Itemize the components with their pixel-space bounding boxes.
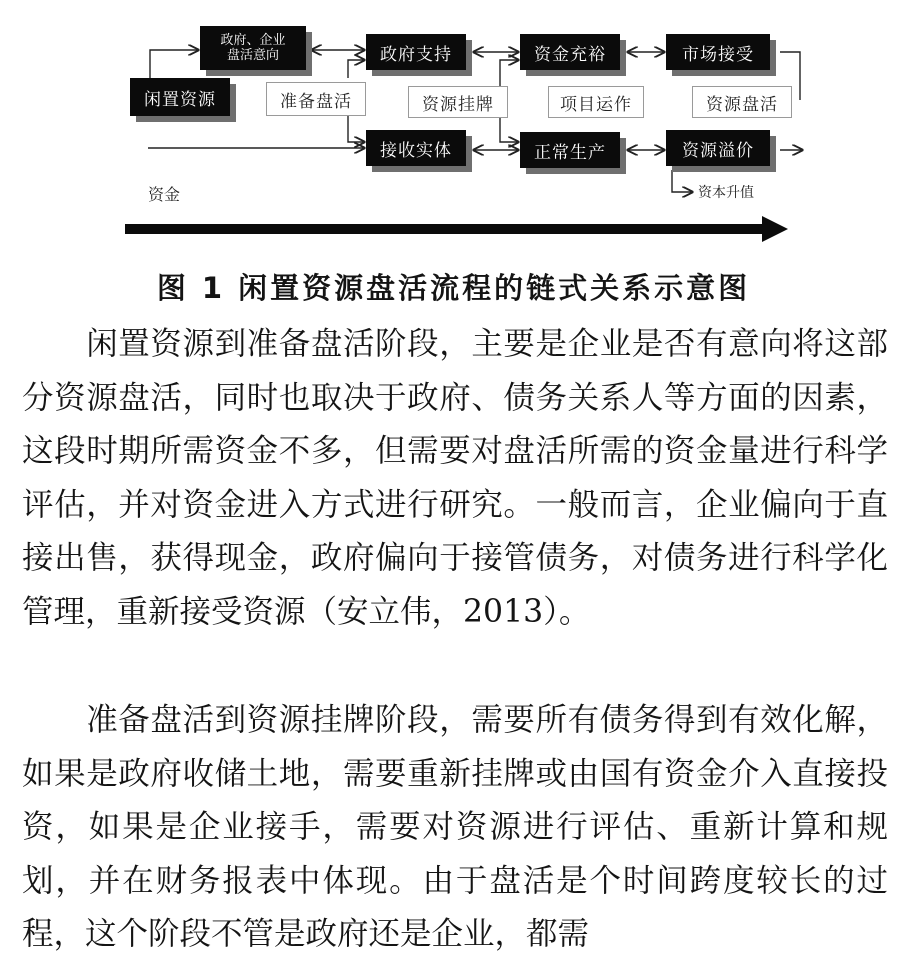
node-idle-resources: 闲置资源 <box>130 78 230 116</box>
node-resource-premium: 资源溢价 <box>666 130 770 166</box>
label-funds: 资金 <box>148 185 181 204</box>
node-receive-entity: 接收实体 <box>366 130 466 166</box>
paragraph-1: 闲置资源到准备盘活阶段，主要是企业是否有意向将这部分资源盘活，同时也取决于政府、债务关系人等方面的因素，这段时期所需资金不多，但需要对盘活所需的资金量进行科学评估，并对资金进入方式进行研究。一般而言，企业偏向于直接出售，获得现金，政府偏向于接管债务，对债务进行科学化管理，重新接受资源（安立伟，2013）。 <box>22 326 888 630</box>
node-intent-line-1: 政府、企业 <box>220 33 286 48</box>
node-resource-revitalize: 资源盘活 <box>692 86 792 118</box>
paragraph-2: 准备盘活到资源挂牌阶段，需要所有债务得到有效化解，如果是政府收储土地，需要重新挂牌或由国有资金介入直接投资，如果是企业接手，需要对资源进行评估、重新计算和规划，并在财务报表中体现。由于盘活是个时间跨度较长的过程，这个阶段不管是政府还是企业，都需 <box>22 702 888 952</box>
label-capital-appreciation: 资本升值 <box>698 185 754 201</box>
node-gov-support: 政府支持 <box>366 34 466 70</box>
arrow-prep-to-receive <box>348 116 364 142</box>
flow-diagram <box>0 0 907 262</box>
node-resource-listing: 资源挂牌 <box>408 86 508 118</box>
node-project-operation: 项目运作 <box>548 86 644 118</box>
arrow-listing-up <box>500 60 518 86</box>
timeline-arrowhead <box>762 216 788 242</box>
arrow-prep-to-support <box>348 60 364 78</box>
node-market-acceptance: 市场接受 <box>666 34 770 70</box>
node-gov-enterprise-intent <box>200 26 306 70</box>
node-normal-production: 正常生产 <box>520 132 620 168</box>
arrow-listing-down <box>500 116 518 142</box>
arrow-to-appreciation <box>672 170 692 192</box>
figure-caption: 图 1 闲置资源盘活流程的链式关系示意图 <box>156 271 751 305</box>
node-prep-revitalize: 准备盘活 <box>266 82 366 116</box>
node-sufficient-funds: 资金充裕 <box>520 34 620 70</box>
timeline-bar <box>125 224 765 234</box>
node-intent-line-2: 盘活意向 <box>226 48 279 63</box>
